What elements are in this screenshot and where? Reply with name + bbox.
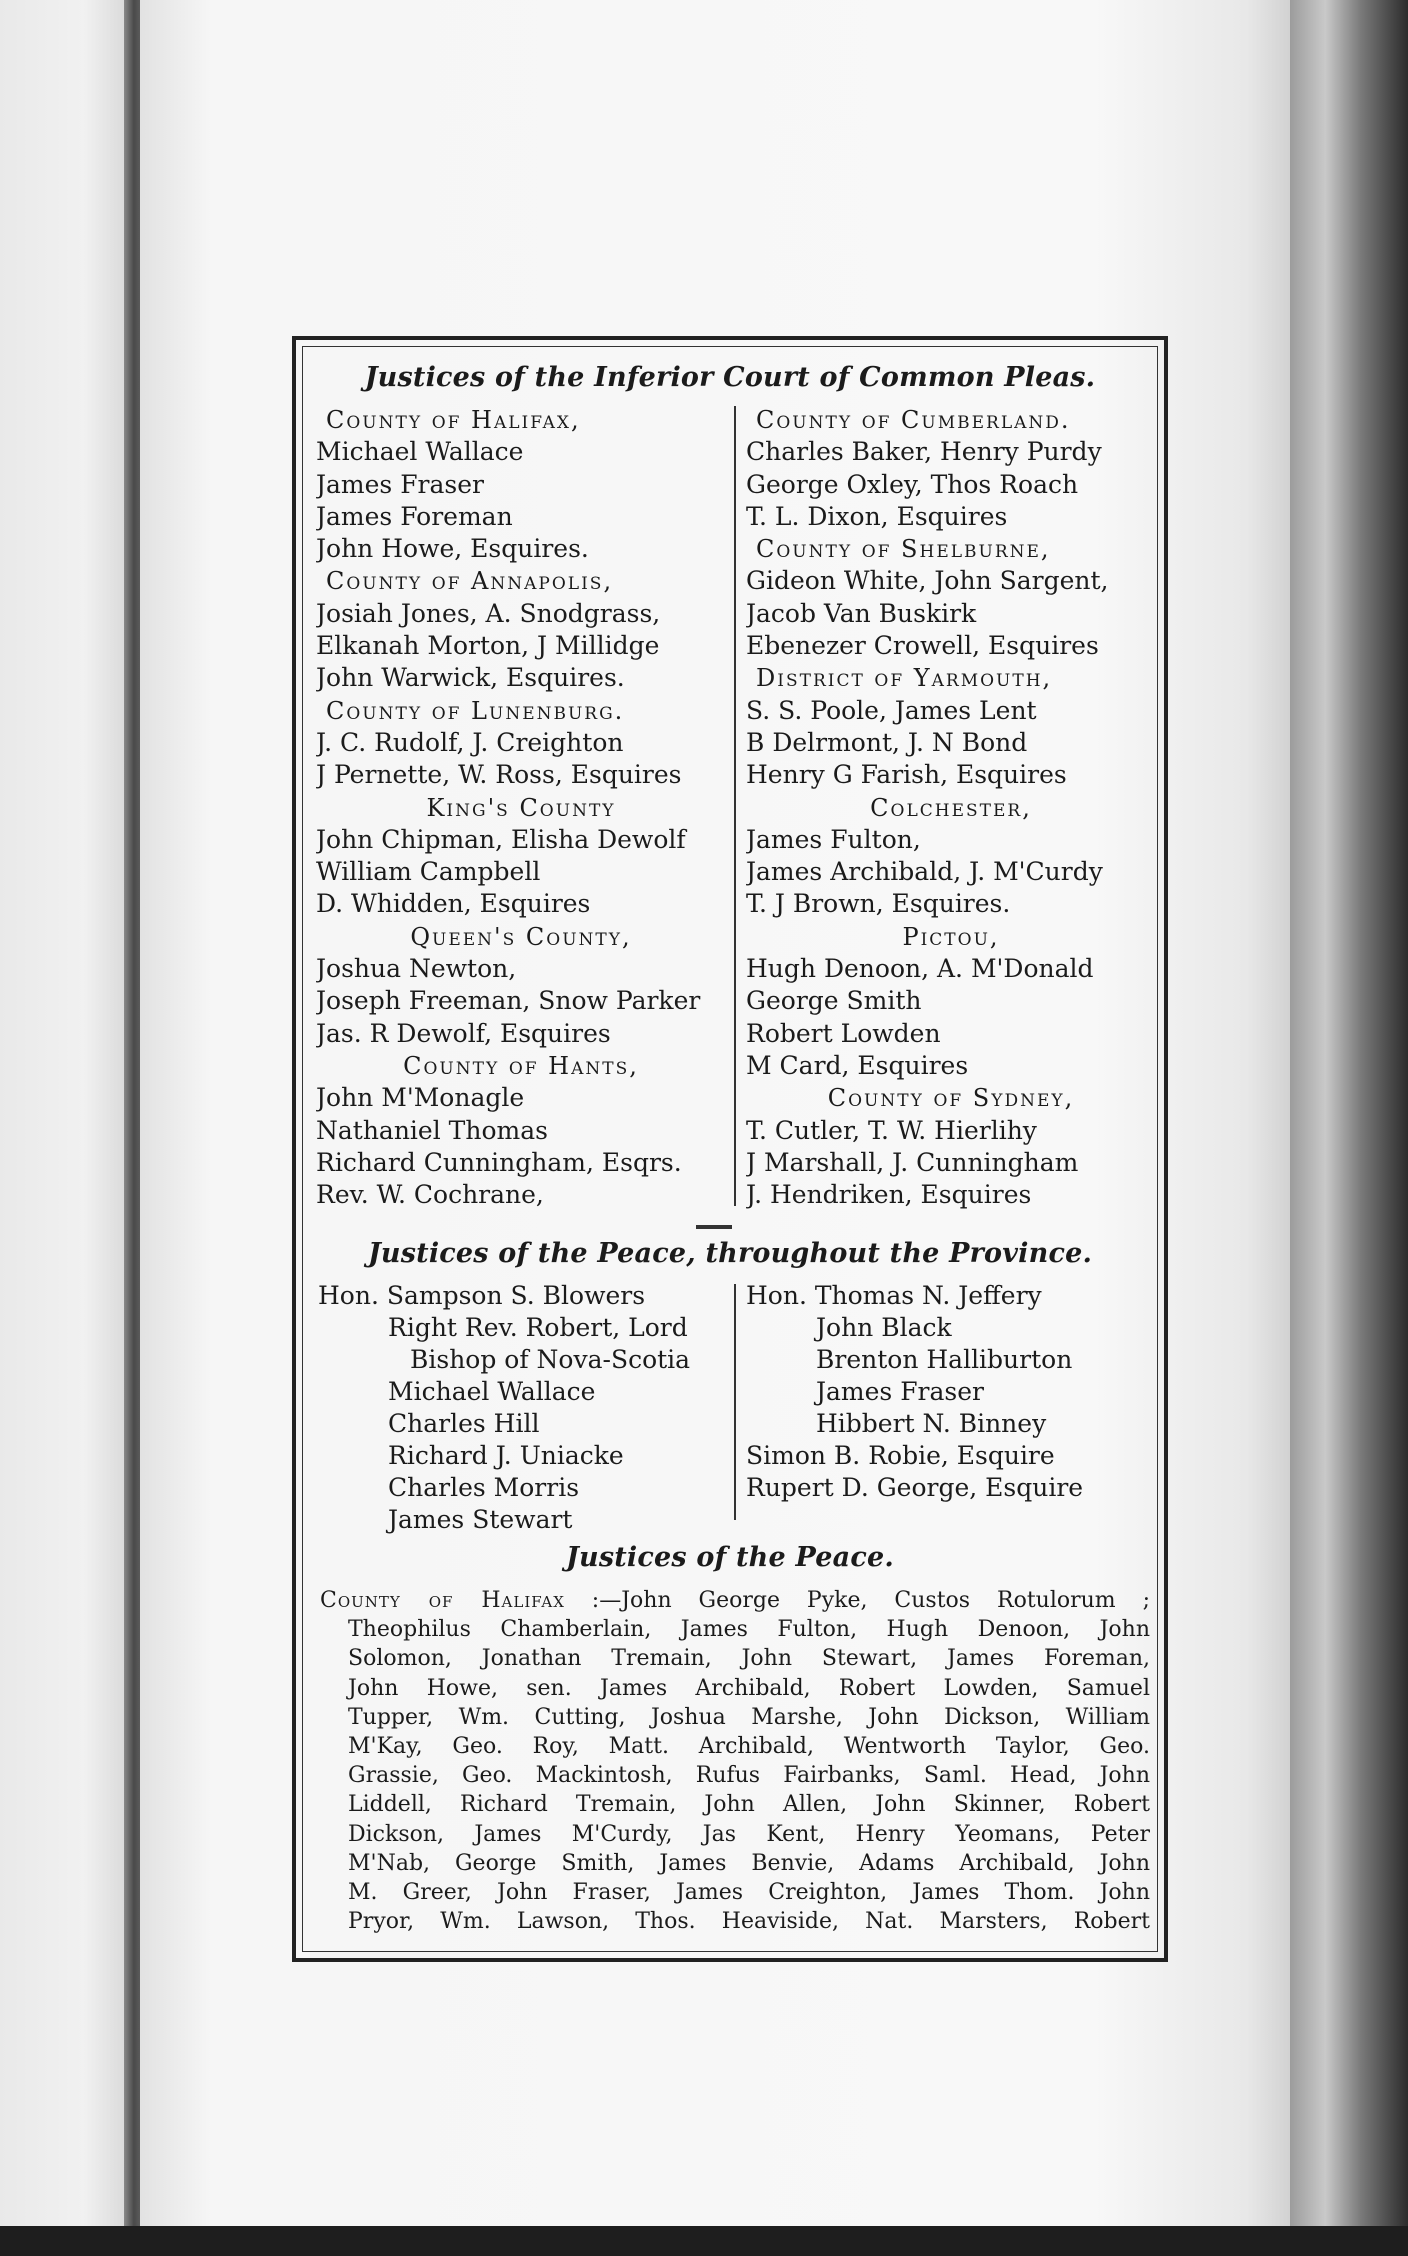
peace-paragraph (320, 1586, 1150, 1936)
justice-name: John Black (816, 1313, 952, 1342)
justice-name: Gideon White, John Sargent, (746, 566, 1109, 596)
county-heading: County of Sydney, (827, 1084, 1075, 1113)
facing-page (0, 0, 140, 2256)
paragraph-line (320, 1586, 1150, 1615)
section-dash (696, 1225, 732, 1229)
justice-name: Hibbert N. Binney (816, 1409, 1047, 1438)
justice-name: Rev. W. Cochrane, (316, 1180, 544, 1210)
paragraph-line: M'Nab, George Smith, James Benvie, Adams Archibald, John (348, 1850, 1150, 1876)
peace-title: Justices of the Peace. (566, 1542, 894, 1573)
justice-name: Hugh Denoon, A. M'Donald (746, 954, 1094, 984)
paragraph-line: M. Greer, John Fraser, James Creighton, James Thom. John (348, 1879, 1150, 1905)
justice-name: Jas. R Dewolf, Esquires (316, 1018, 611, 1048)
justice-name: Richard J. Uniacke (388, 1441, 624, 1470)
page-edge (1290, 0, 1408, 2256)
justice-name: Richard Cunningham, Esqrs. (316, 1147, 682, 1177)
paragraph-line: John Howe, sen. James Archibald, Robert Lowden, Samuel (348, 1675, 1150, 1701)
justice-name: M Card, Esquires (746, 1050, 969, 1080)
justice-name: James Fraser (316, 469, 484, 499)
justice-name: Hon. Thomas N. Jeffery (746, 1281, 1042, 1310)
justice-name: Charles Hill (388, 1409, 540, 1438)
justice-name: T. Cutler, T. W. Hierlihy (746, 1115, 1037, 1145)
justice-name: Brenton Halliburton (816, 1345, 1073, 1374)
paragraph-line: Tupper, Wm. Cutting, Joshua Marshe, John Dickson, William (348, 1704, 1150, 1730)
peace-province-right-column (746, 1280, 1156, 1504)
justice-name: George Oxley, Thos Roach (746, 469, 1079, 499)
common-pleas-title: Justices of the Inferior Court of Common Pleas. (364, 362, 1096, 393)
column-divider-2 (734, 1284, 736, 1520)
justice-name: Elkanah Morton, J Millidge (316, 631, 660, 661)
peace-province-left-column (318, 1280, 728, 1536)
justice-name: John Howe, Esquires. (316, 534, 589, 564)
justice-name: John M'Monagle (316, 1083, 525, 1113)
justice-name: D. Whidden, Esquires (316, 889, 591, 919)
paragraph-line: Solomon, Jonathan Tremain, John Stewart, James Foreman, (348, 1646, 1150, 1672)
justice-name: S. S. Poole, James Lent (746, 695, 1037, 725)
justice-name: James Stewart (388, 1505, 573, 1534)
justice-name: John Warwick, Esquires. (316, 663, 625, 693)
county-label: County of Halifax (320, 1588, 565, 1613)
paragraph-line: Liddell, Richard Tremain, John Allen, John Skinner, Robert (348, 1792, 1150, 1818)
justice-name: Bishop of Nova-Scotia (410, 1345, 691, 1374)
justice-name: J. Hendriken, Esquires (746, 1180, 1032, 1210)
county-heading: King's County (426, 793, 616, 822)
justice-name: James Foreman (316, 501, 513, 531)
justice-name: Rupert D. George, Esquire (746, 1473, 1084, 1502)
justice-name: Robert Lowden (746, 1018, 941, 1048)
county-heading: County of Annapolis, (326, 567, 614, 596)
paragraph-line: Pryor, Wm. Lawson, Thos. Heaviside, Nat. Marsters, Robert (348, 1909, 1150, 1935)
county-heading: County of Cumberland. (756, 406, 1071, 434)
paragraph-text: :—John George Pyke, Custos Rotulorum ; (564, 1588, 1150, 1613)
justice-name: Josiah Jones, A. Snodgrass, (316, 598, 661, 628)
justice-name: Michael Wallace (388, 1377, 596, 1406)
justice-name: Joshua Newton, (316, 954, 517, 984)
paragraph-line: Dickson, James M'Curdy, Jas Kent, Henry Yeomans, Peter (348, 1821, 1150, 1847)
justice-name: Charles Baker, Henry Purdy (746, 437, 1102, 467)
scan-background (0, 2226, 1408, 2256)
justice-name: Ebenezer Crowell, Esquires (746, 631, 1099, 661)
justice-name: J Marshall, J. Cunningham (746, 1147, 1079, 1177)
county-heading: County of Hants, (403, 1051, 639, 1080)
printed-list-frame (292, 336, 1168, 1962)
county-heading: Colchester, (870, 793, 1032, 822)
justice-name: J Pernette, W. Ross, Esquires (316, 760, 682, 790)
common-pleas-left-column (316, 404, 726, 1211)
justice-name: Hon. Sampson S. Blowers (318, 1281, 646, 1310)
justice-name: Jacob Van Buskirk (746, 598, 977, 628)
paragraph-line: M'Kay, Geo. Roy, Matt. Archibald, Wentworth Taylor, Geo. (348, 1733, 1150, 1759)
column-divider (734, 406, 736, 1206)
justice-name: Nathaniel Thomas (316, 1115, 548, 1145)
justice-name: J. C. Rudolf, J. Creighton (316, 727, 624, 757)
county-heading: Pictou, (902, 922, 1000, 951)
justice-name: James Archibald, J. M'Curdy (746, 857, 1103, 887)
justice-name: T. J Brown, Esquires. (746, 889, 1011, 919)
peace-province-title: Justices of the Peace, throughout the Province. (367, 1238, 1093, 1269)
paragraph-line: Theophilus Chamberlain, James Fulton, Hugh Denoon, John (348, 1617, 1150, 1643)
justice-name: Right Rev. Robert, Lord (388, 1313, 688, 1342)
justice-name: George Smith (746, 986, 922, 1016)
justice-name: Charles Morris (388, 1473, 580, 1502)
justice-name: Henry G Farish, Esquires (746, 760, 1067, 790)
county-heading: District of Yarmouth, (756, 664, 1053, 693)
justice-name: James Fraser (816, 1377, 984, 1406)
justice-name: James Fulton, (746, 824, 921, 854)
justice-name: William Campbell (316, 857, 541, 887)
county-heading: Queen's County, (410, 922, 632, 951)
justice-name: T. L. Dixon, Esquires (746, 501, 1008, 531)
common-pleas-right-column (746, 404, 1156, 1211)
justice-name: Joseph Freeman, Snow Parker (316, 986, 701, 1016)
county-heading: County of Shelburne, (756, 535, 1051, 564)
county-heading: County of Halifax, (326, 406, 581, 434)
justice-name: John Chipman, Elisha Dewolf (316, 824, 686, 854)
paragraph-line: Grassie, Geo. Mackintosh, Rufus Fairbanks, Saml. Head, John (348, 1763, 1150, 1789)
justice-name: Michael Wallace (316, 437, 524, 467)
justice-name: B Delrmont, J. N Bond (746, 727, 1028, 757)
justice-name: Simon B. Robie, Esquire (746, 1441, 1055, 1470)
county-heading: County of Lunenburg. (326, 696, 625, 725)
